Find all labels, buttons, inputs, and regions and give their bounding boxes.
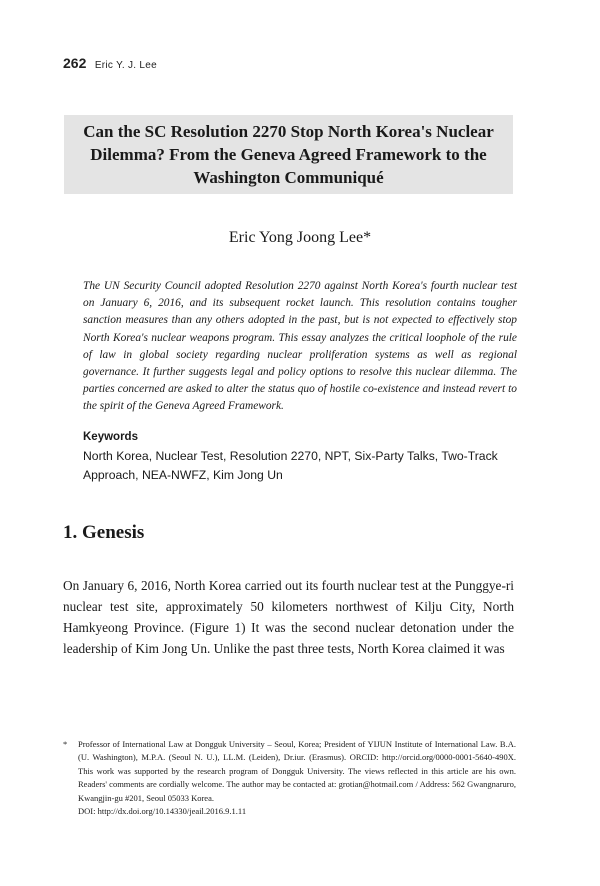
article-title: Can the SC Resolution 2270 Stop North Korea's Nuclear Dilemma? From the Geneva Agreed Framework to the Washington Communiqué [83, 122, 494, 187]
title-box [64, 115, 513, 194]
footnote-marker: * [63, 739, 68, 749]
body-paragraph: On January 6, 2016, North Korea carried out its fourth nuclear test at the Punggye-ri nuclear test site, approximately 50 kilometers northwest of Kilju City, North Hamkyeong Province. (Figure 1) It was the second nuclear detonation under the leadership of Kim Jong Un. Unlike the past three tests, North Korea claimed it was [63, 578, 514, 656]
page-number: 262 [63, 55, 87, 71]
author-name: Eric Yong Joong Lee* [228, 229, 372, 246]
running-head: Eric Y. J. Lee [94, 60, 158, 71]
keywords-list: North Korea, Nuclear Test, Resolution 2270, NPT, Six-Party Talks, Two-Track Approach, NEA-NWFZ, Kim Jong Un [83, 449, 498, 482]
doi-link[interactable]: DOI: http://dx.doi.org/10.14330/jeail.2016.9.1.11 [78, 806, 247, 817]
page-header [63, 55, 157, 73]
section-heading: 1. Genesis [63, 522, 145, 543]
footnote [63, 738, 516, 818]
abstract: The UN Security Council adopted Resolution 2270 against North Korea's fourth nuclear test on January 6, 2016, and its subsequent rocket launch. This resolution contains tougher sanction measures than any others adopted in the past, but is not expected to effectively stop North Korea's nuclear weapons program. This essay analyzes the critical loophole of the rule of law in global society regarding nuclear proliferation systems as well as regional governance. It further suggests legal and policy options to resolve this nuclear dilemma. The parties concerned are asked to alter the status quo of hostile co-existence and instead revert to the spirit of the Geneva Agreed Framework. [83, 280, 517, 413]
keywords-heading: Keywords [83, 431, 138, 443]
footnote-text: Professor of International Law at Dongguk University – Seoul, Korea; President of YIJUN Institute of International Law. B.A. (U. Washington), M.P.A. (Seoul N. U.), LL.M. (Leiden), Dr.iur. (Erasmus). ORCID: http://orcid.org/0000-0001-5640-490X. This work was supported by the research program of Dongguk University. The views reflected in this article are his own. Readers' comments are cordially welcome. The author may be contacted at: grotian@hotmail.com / Address: 562 Gwangnaruro, Kwangjin-gu #201, Seoul 05033 Korea. [78, 739, 516, 803]
